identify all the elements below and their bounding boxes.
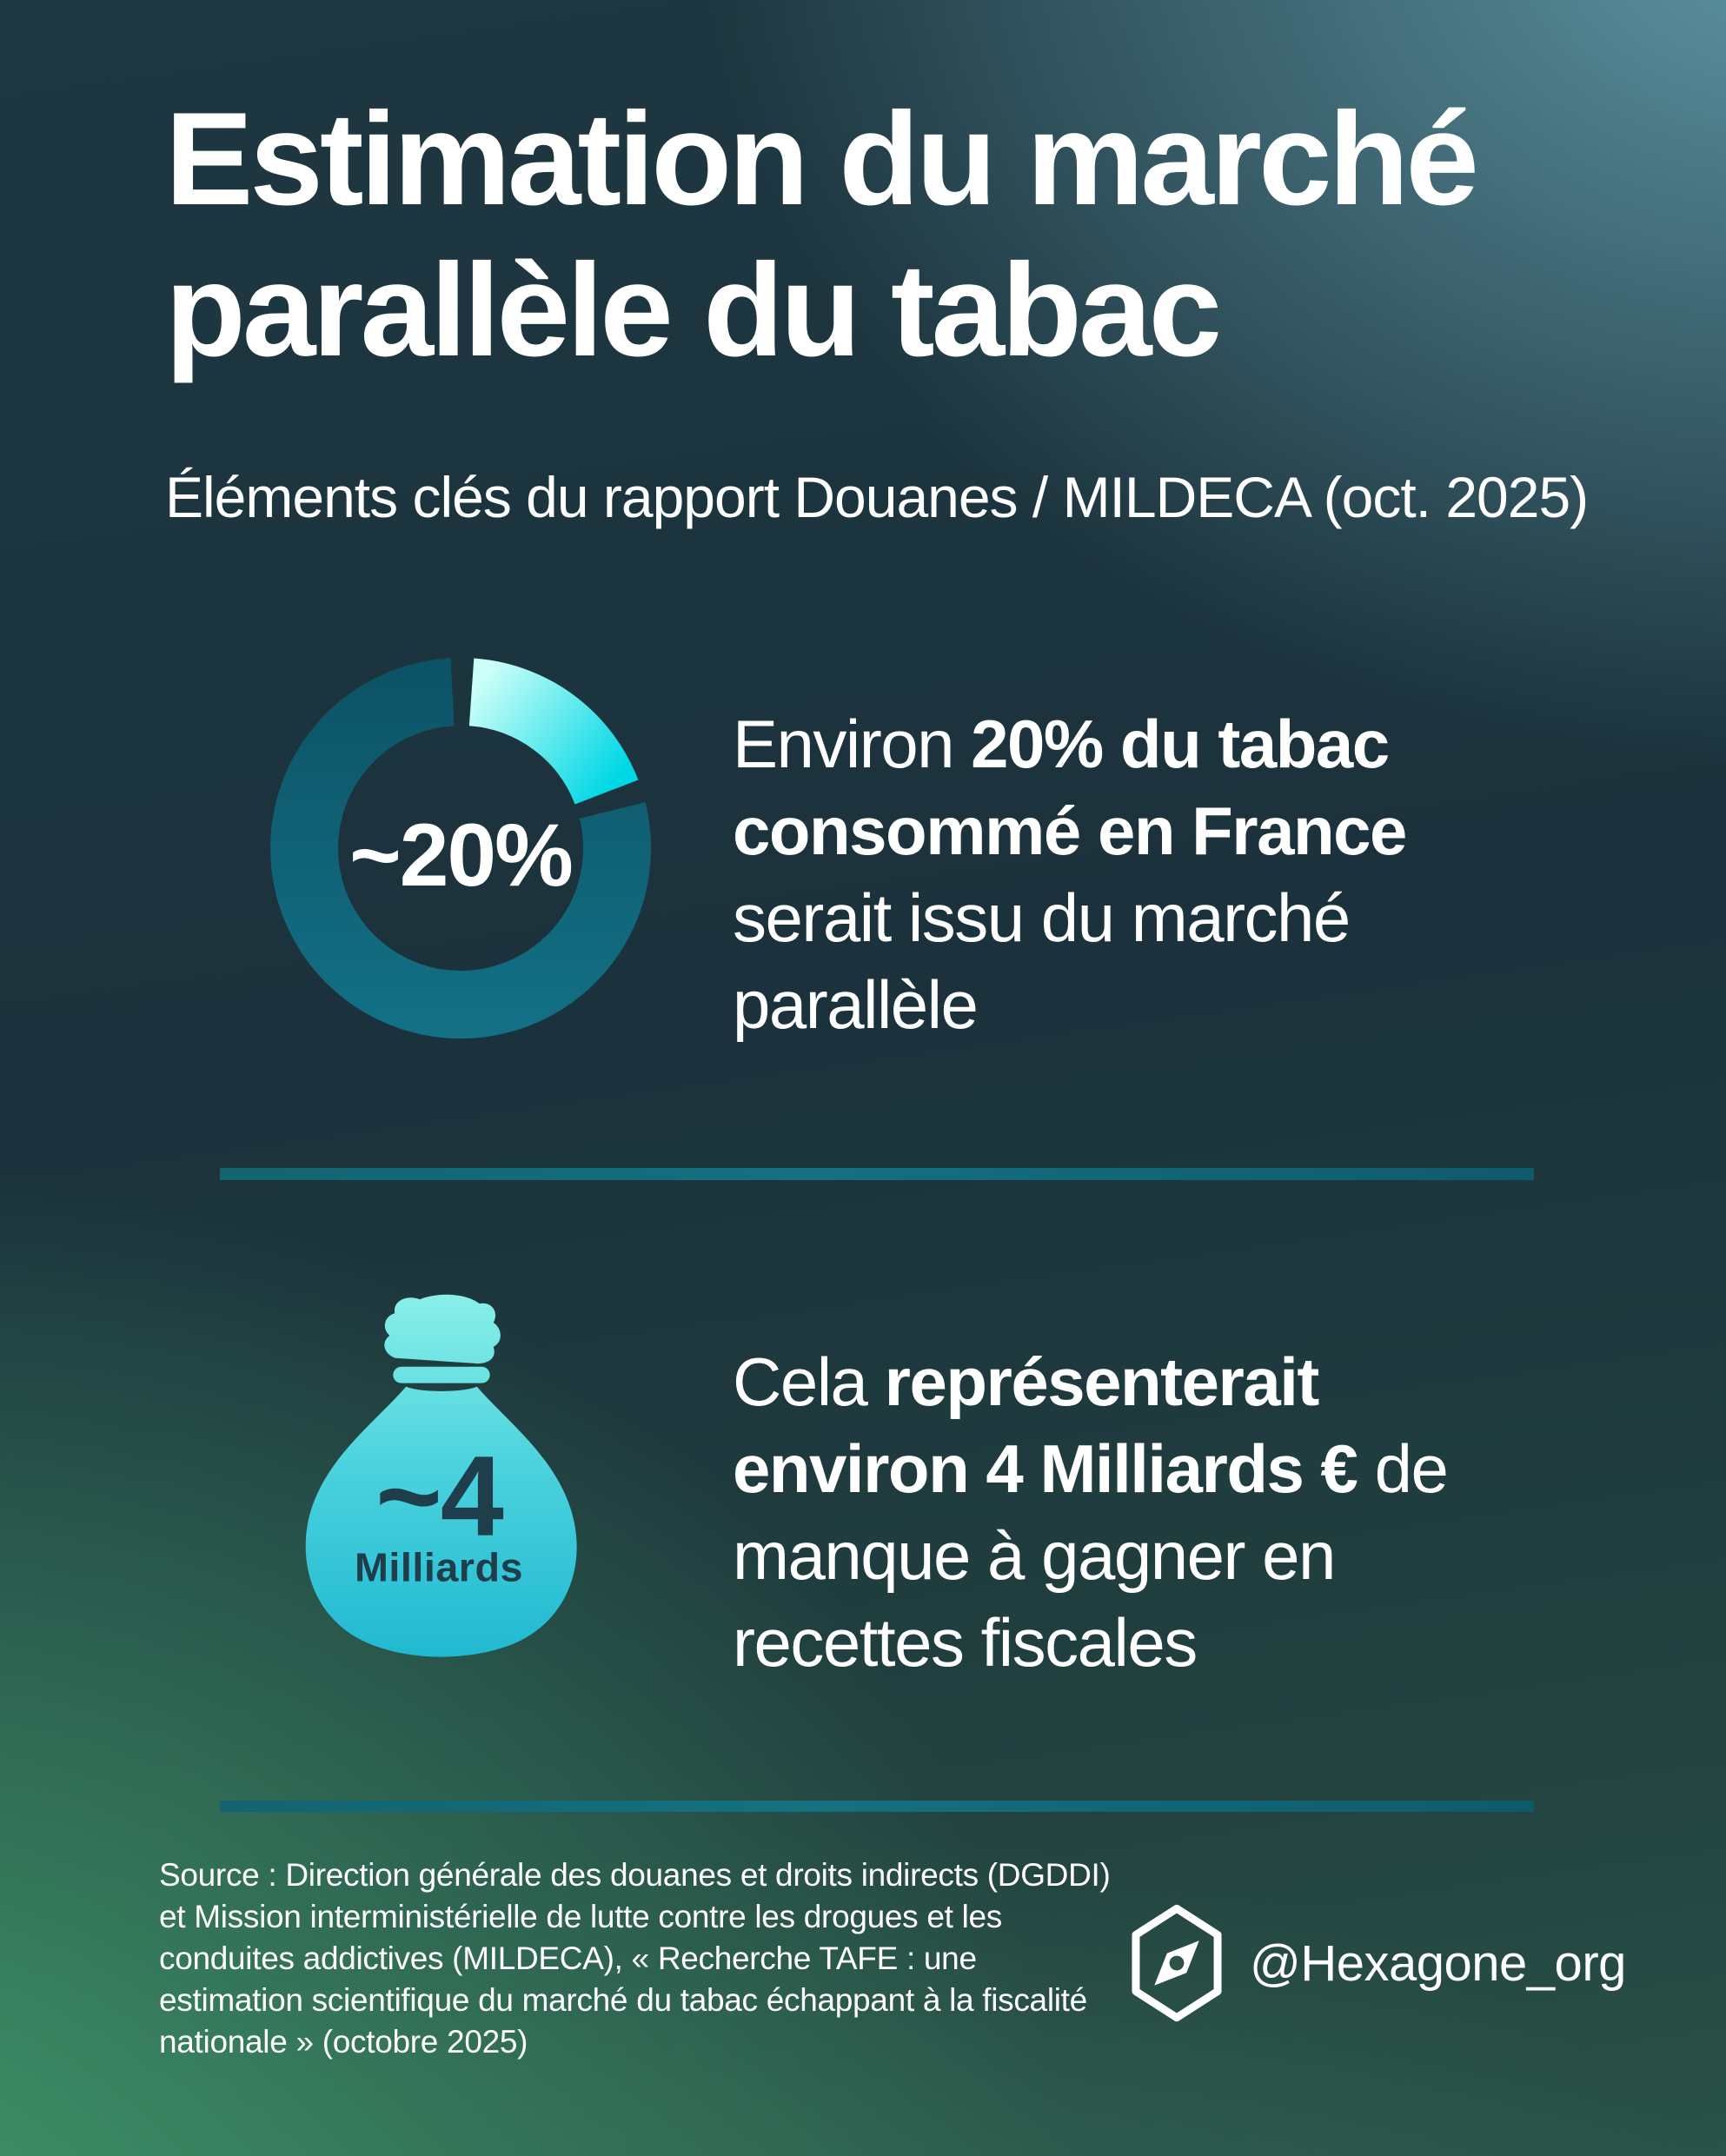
bag-unit: Milliards [355,1544,524,1590]
bag-band [393,1367,489,1383]
donut-center-label: ~20% [349,805,572,905]
donut-chart [270,658,651,1038]
bag-knot [384,1295,501,1363]
divider [220,1168,1534,1180]
compass-center-dot [1170,1956,1185,1971]
page-subtitle: Éléments clés du rapport Douanes / MILDECA (oct. 2025) [165,465,1589,529]
hexagon-compass-logo-icon [1128,1903,1225,2023]
share-statement-text: Environ 20% du tabac consommé en France serait issu du marché parallèle [733,706,1406,1043]
revenue-statement-text: Cela représenterait environ 4 Milliards € de manque à gagner en recettes fiscales [733,1343,1448,1681]
money-bag-svg [289,1291,592,1670]
brand [1128,1903,1626,2023]
divider [220,1801,1534,1812]
brand-handle: @Hexagone_org [1250,1934,1626,1992]
money-bag-icon [289,1291,592,1670]
bag-value: ~4 [375,1431,502,1560]
source-text: Source : Direction générale des douanes et droits indirects (DGDDI) et Mission interministérielle de lutte contre les drogues et les conduites addictives (MILDECA), « Recherche TAFE : une estimation scientifique du marché du tabac échappant à la fiscalité nationale » (octobre 2025) [159,1857,1111,2060]
page-title: Estimation du marché parallèle du tabac [165,85,1476,384]
